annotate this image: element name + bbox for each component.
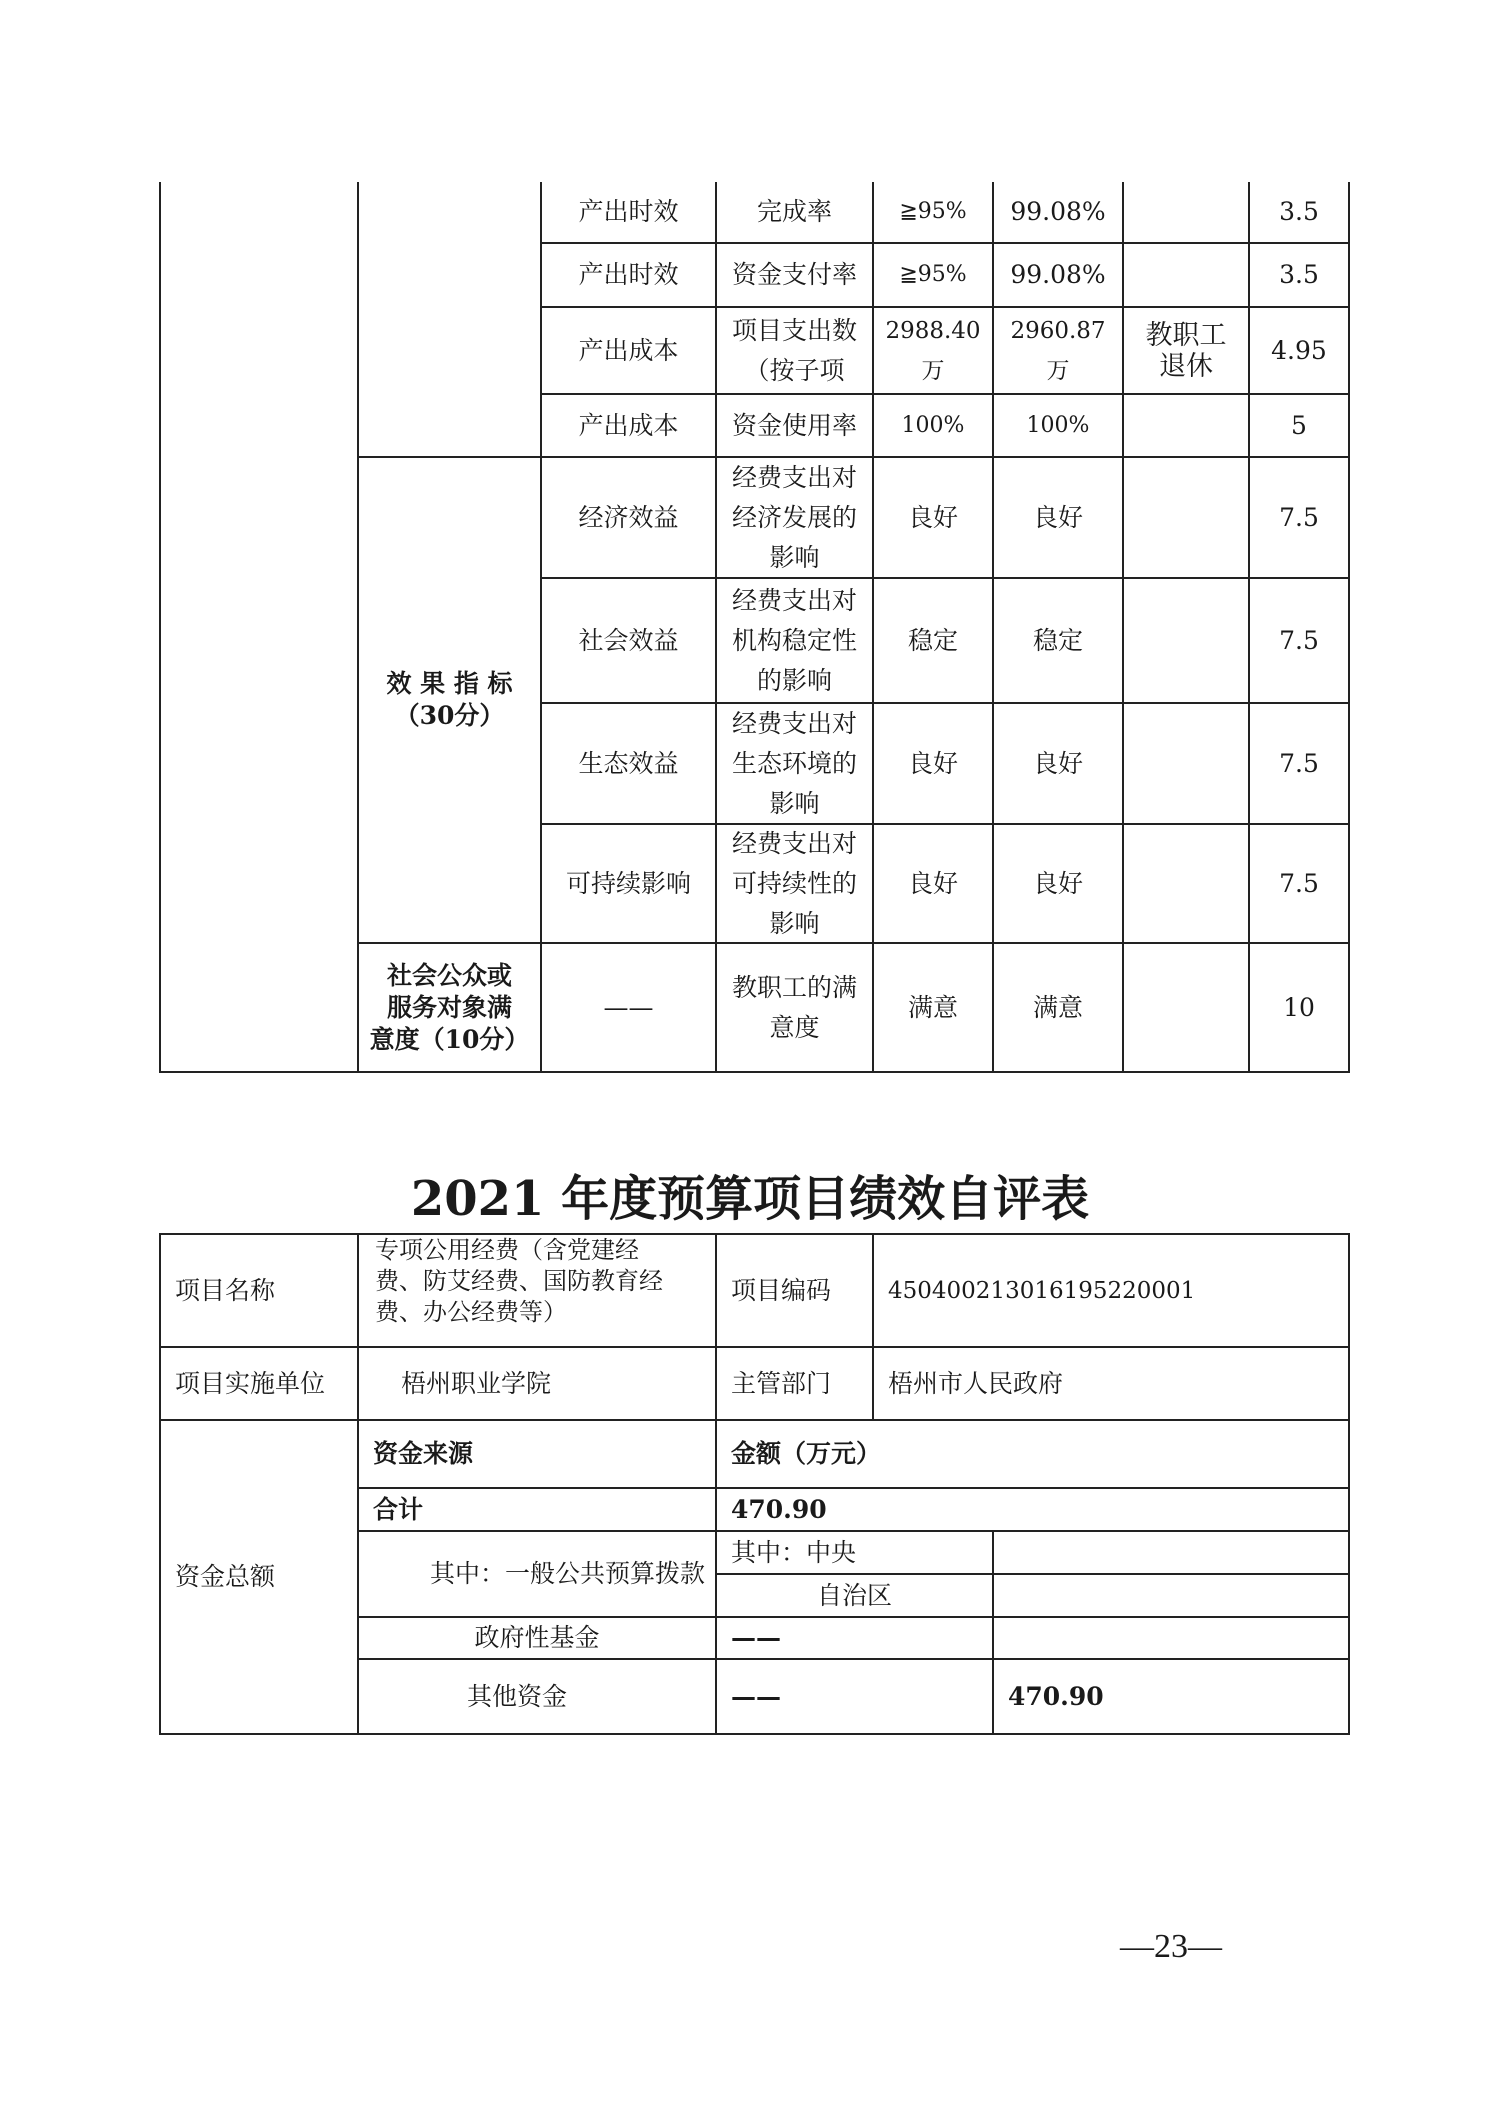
project-code-value: 450400213016195220001 <box>888 1277 1196 1304</box>
group-satisfaction-line2: 服务对象满 <box>386 992 512 1022</box>
indicator-line: 影响 <box>769 908 820 938</box>
project-name-line: 专项公用经费（含党建经 <box>375 1236 639 1264</box>
indicator <box>717 825 872 942</box>
amount-header: 金额（万元） <box>731 1439 882 1468</box>
indicator-line: 经费支出对 <box>731 462 857 492</box>
score: 3.5 <box>1279 260 1319 289</box>
indicator <box>717 308 872 393</box>
target-line: 万 <box>921 357 945 384</box>
group-satisfaction-indicator <box>359 944 540 1071</box>
target-value <box>874 308 992 393</box>
fund-source-header: 资金来源 <box>373 1439 474 1468</box>
target-value: 良好 <box>907 748 958 778</box>
indicator-line: 项目支出数 <box>731 315 857 345</box>
actual-value: 良好 <box>1032 868 1083 898</box>
indicator-line: 经济发展的 <box>731 502 857 532</box>
actual-value: 99.08% <box>1010 260 1106 289</box>
sub-indicator: 生态效益 <box>578 748 679 778</box>
indicator: 完成率 <box>756 197 832 226</box>
project-name-line: 费、办公经费等） <box>375 1298 567 1326</box>
project-code-label: 项目编码 <box>731 1275 832 1305</box>
sub-indicator: 社会效益 <box>578 625 679 655</box>
indicator <box>717 704 872 823</box>
other-fund-label: 其他资金 <box>466 1681 567 1711</box>
score: 10 <box>1283 992 1315 1022</box>
group-effect-line2: （30分） <box>394 701 505 730</box>
indicator-line: 经费支出对 <box>731 828 857 858</box>
table-border <box>159 1733 1350 1735</box>
indicator: 资金支付率 <box>731 260 857 289</box>
score: 7.5 <box>1279 502 1319 532</box>
gov-fund-dash: —— <box>731 1623 781 1652</box>
project-name-value <box>359 1235 715 1346</box>
page-number: —23— <box>1120 1928 1222 1965</box>
actual-value: 良好 <box>1032 748 1083 778</box>
indicator-line: （按子项 <box>744 355 845 385</box>
indicator <box>717 579 872 702</box>
group-effect-indicator <box>359 458 540 942</box>
score: 3.5 <box>1279 197 1319 226</box>
actual-value: 良好 <box>1032 502 1083 532</box>
sub-indicator: 经济效益 <box>578 502 679 532</box>
actual-value: 稳定 <box>1032 625 1083 655</box>
dept-value: 梧州市人民政府 <box>888 1368 1064 1398</box>
gov-fund-label: 政府性基金 <box>474 1623 600 1652</box>
indicator-line: 意度 <box>769 1012 820 1042</box>
note-line: 教职工 <box>1145 319 1227 351</box>
score: 7.5 <box>1279 868 1319 898</box>
central-value <box>994 1532 1348 1573</box>
dept-label: 主管部门 <box>731 1368 832 1398</box>
indicator <box>717 944 872 1071</box>
total-value: 470.90 <box>731 1494 827 1524</box>
total-label: 合计 <box>373 1494 424 1524</box>
indicator-line: 影响 <box>769 788 820 818</box>
indicator-line: 影响 <box>769 542 820 572</box>
score: 7.5 <box>1279 748 1319 778</box>
target-line: 2988.40 <box>885 317 981 344</box>
target-value: 100% <box>901 412 965 438</box>
page-title: 2021 年度预算项目绩效自评表 <box>410 1171 1090 1227</box>
region-label: 自治区 <box>817 1580 893 1610</box>
sub-indicator: 产出成本 <box>578 410 679 440</box>
impl-unit-value: 梧州职业学院 <box>401 1368 552 1398</box>
sub-indicator: 产出成本 <box>578 335 679 365</box>
target-value: ≧95% <box>899 199 967 224</box>
target-value: 良好 <box>907 868 958 898</box>
indicator-line: 的影响 <box>756 665 832 695</box>
indicator-line: 经费支出对 <box>731 585 857 615</box>
sub-indicator: —— <box>603 992 654 1022</box>
gov-fund-value <box>994 1618 1348 1658</box>
note <box>1124 308 1248 393</box>
target-value: ≧95% <box>899 262 967 287</box>
target-value: 稳定 <box>907 625 958 655</box>
central-label: 其中：中央 <box>731 1537 857 1567</box>
actual-line: 万 <box>1046 357 1070 384</box>
indicator-line: 经费支出对 <box>731 708 857 738</box>
note-line: 退休 <box>1159 350 1213 382</box>
sub-indicator: 可持续影响 <box>565 868 691 898</box>
impl-unit-label: 项目实施单位 <box>175 1368 326 1398</box>
actual-line: 2960.87 <box>1010 317 1106 344</box>
score: 4.95 <box>1271 335 1327 365</box>
actual-value <box>994 308 1122 393</box>
other-fund-dash: —— <box>731 1681 781 1711</box>
indicator-line: 教职工的满 <box>731 972 857 1002</box>
table-border <box>1348 182 1350 1073</box>
target-value: 良好 <box>907 502 958 532</box>
score: 5 <box>1291 410 1307 440</box>
sub-indicator: 产出时效 <box>578 260 679 289</box>
group-satisfaction-line3: 意度（10分） <box>369 1024 530 1054</box>
group-satisfaction-line1: 社会公众或 <box>386 960 512 990</box>
project-name-line: 费、防艾经费、国防教育经 <box>375 1267 663 1295</box>
target-value: 满意 <box>907 992 958 1022</box>
table-border <box>159 1071 1350 1073</box>
actual-value: 满意 <box>1032 992 1083 1022</box>
actual-value: 99.08% <box>1010 197 1106 226</box>
indicator-line: 可持续性的 <box>731 868 857 898</box>
sub-indicator: 产出时效 <box>578 197 679 226</box>
actual-value: 100% <box>1026 412 1090 438</box>
indicator-line: 机构稳定性 <box>731 625 857 655</box>
group-effect-line1: 效 果 指 标 <box>386 669 513 698</box>
project-name-label: 项目名称 <box>175 1275 276 1305</box>
fund-total-label: 资金总额 <box>175 1562 276 1591</box>
indicator-line: 生态环境的 <box>731 748 857 778</box>
region-value <box>994 1575 1348 1616</box>
score: 7.5 <box>1279 625 1319 655</box>
table-border <box>159 182 161 1073</box>
indicator: 资金使用率 <box>731 410 857 440</box>
other-fund-value: 470.90 <box>1008 1681 1104 1711</box>
general-budget-label: 其中：一般公共预算拨款 <box>429 1559 705 1588</box>
indicator <box>717 458 872 577</box>
